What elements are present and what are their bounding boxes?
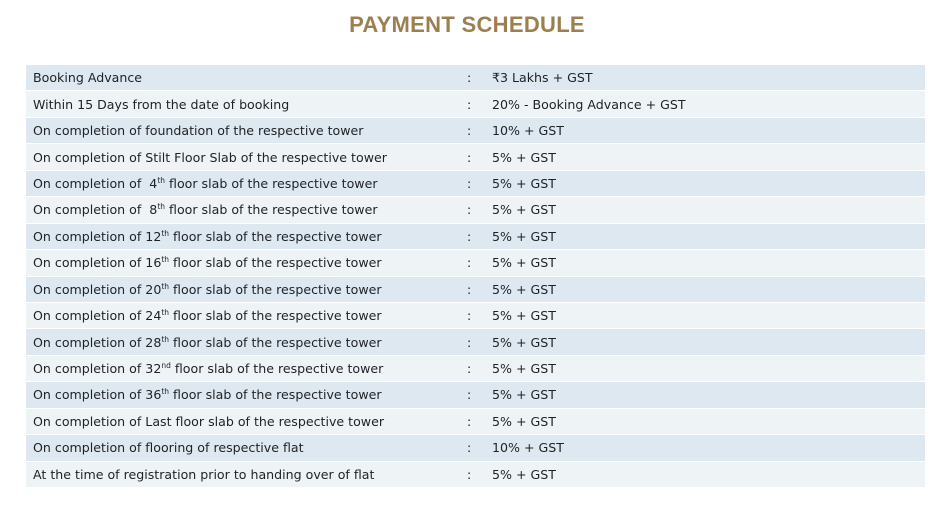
table-row	[26, 118, 925, 144]
ordinal-suffix: th	[157, 202, 166, 212]
table-row	[26, 303, 925, 329]
table-row	[26, 224, 925, 250]
payment-amount: 5% + GST	[492, 308, 556, 324]
separator: :	[467, 466, 472, 482]
separator: :	[467, 96, 472, 112]
page-title: PAYMENT SCHEDULE	[349, 12, 585, 37]
milestone-label	[26, 282, 463, 297]
milestone-text-rest: floor slab of the respective tower	[169, 387, 382, 403]
payment-amount: 5% + GST	[492, 175, 556, 191]
milestone-text: On completion of 36	[33, 387, 162, 403]
separator: :	[467, 281, 472, 297]
milestone-label	[26, 335, 463, 350]
milestone-text: On completion of Stilt Floor Slab of the respective tower	[33, 149, 387, 165]
payment-amount: 20% - Booking Advance + GST	[492, 96, 686, 112]
separator: :	[467, 308, 472, 324]
milestone-text: On completion of Last floor slab of the respective tower	[33, 413, 385, 429]
table-row	[26, 144, 925, 170]
table-row	[26, 462, 925, 488]
milestone-text: On completion of foundation of the respective tower	[33, 123, 364, 139]
milestone-text: On completion of 12	[33, 228, 162, 244]
milestone-label	[26, 70, 463, 85]
payment-amount: 5% + GST	[492, 202, 556, 218]
milestone-label	[26, 229, 463, 244]
table-row	[26, 197, 925, 223]
milestone-label	[26, 308, 463, 323]
payment-amount: 5% + GST	[492, 334, 556, 350]
separator: :	[467, 149, 472, 165]
separator: :	[467, 413, 472, 429]
milestone-text: Booking Advance	[33, 70, 143, 86]
separator: :	[467, 70, 472, 86]
milestone-text-rest: floor slab of the respective tower	[169, 255, 382, 271]
payment-amount: 5% + GST	[492, 228, 556, 244]
payment-amount: 10% + GST	[492, 440, 564, 456]
payment-schedule-table	[26, 65, 925, 488]
separator: :	[467, 361, 472, 377]
milestone-text-rest: floor slab of the respective tower	[169, 228, 382, 244]
milestone-text-rest: floor slab of the respective tower	[170, 361, 384, 377]
milestone-text: On completion of 24	[33, 308, 162, 324]
ordinal-suffix: th	[161, 281, 170, 291]
milestone-text-rest: floor slab of the respective tower	[165, 175, 378, 191]
milestone-text: On completion of flooring of respective flat	[33, 440, 304, 456]
separator: :	[467, 228, 472, 244]
payment-amount: 5% + GST	[492, 149, 556, 165]
separator: :	[467, 440, 472, 456]
milestone-label	[26, 255, 463, 270]
milestone-text: On completion of 20	[33, 281, 162, 297]
separator: :	[467, 255, 472, 271]
table-row	[26, 356, 925, 382]
milestone-text-rest: floor slab of the respective tower	[169, 281, 382, 297]
payment-amount: 5% + GST	[492, 466, 556, 482]
payment-amount: ₹3 Lakhs + GST	[492, 70, 593, 86]
milestone-label	[26, 440, 463, 455]
milestone-text: On completion of 8	[33, 202, 158, 218]
milestone-label	[26, 123, 463, 138]
ordinal-suffix: th	[157, 175, 166, 185]
milestone-text: At the time of registration prior to handing over of flat	[33, 466, 375, 482]
ordinal-suffix: th	[161, 308, 170, 318]
milestone-label	[26, 97, 463, 112]
payment-amount: 10% + GST	[492, 123, 564, 139]
milestone-label	[26, 176, 463, 191]
milestone-text: On completion of 28	[33, 334, 162, 350]
milestone-text-rest: floor slab of the respective tower	[165, 202, 378, 218]
milestone-text: On completion of 4	[33, 175, 158, 191]
table-row	[26, 435, 925, 461]
table-row	[26, 409, 925, 435]
table-row	[26, 171, 925, 197]
milestone-label	[26, 361, 463, 376]
milestone-text: Within 15 Days from the date of booking	[33, 96, 290, 112]
table-row	[26, 91, 925, 117]
table-row	[26, 382, 925, 408]
ordinal-suffix: th	[161, 334, 170, 344]
payment-amount: 5% + GST	[492, 281, 556, 297]
table-row	[26, 277, 925, 303]
table-row	[26, 250, 925, 276]
payment-amount: 5% + GST	[492, 361, 556, 377]
milestone-text-rest: floor slab of the respective tower	[169, 334, 382, 350]
separator: :	[467, 175, 472, 191]
payment-amount: 5% + GST	[492, 387, 556, 403]
milestone-label	[26, 387, 463, 402]
payment-amount: 5% + GST	[492, 255, 556, 271]
milestone-text-rest: floor slab of the respective tower	[169, 308, 382, 324]
ordinal-suffix: th	[161, 255, 170, 265]
separator: :	[467, 334, 472, 350]
ordinal-suffix: nd	[161, 361, 171, 371]
payment-amount: 5% + GST	[492, 413, 556, 429]
table-row	[26, 329, 925, 355]
milestone-label	[26, 150, 463, 165]
milestone-label	[26, 467, 463, 482]
table-row	[26, 65, 925, 91]
separator: :	[467, 387, 472, 403]
milestone-label	[26, 202, 463, 217]
milestone-label	[26, 414, 463, 429]
ordinal-suffix: th	[161, 387, 170, 397]
ordinal-suffix: th	[161, 228, 170, 238]
milestone-text: On completion of 16	[33, 255, 162, 271]
separator: :	[467, 123, 472, 139]
milestone-text: On completion of 32	[33, 361, 162, 377]
separator: :	[467, 202, 472, 218]
